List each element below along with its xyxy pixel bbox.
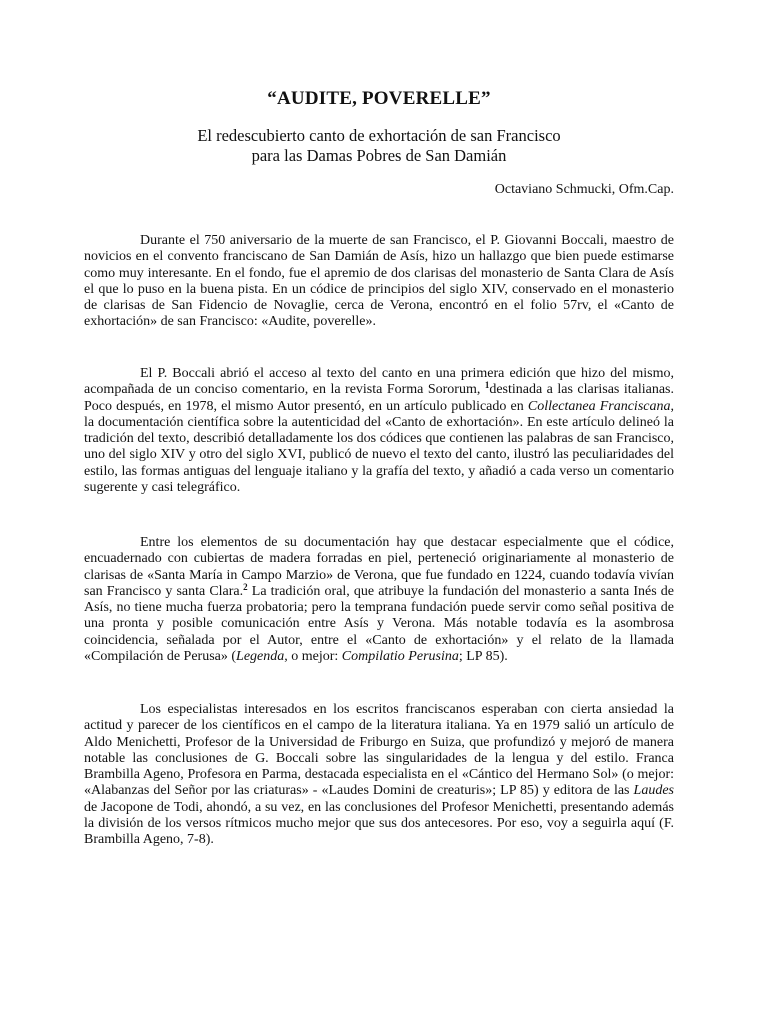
- paragraph-2-text-b: destinada a las clarisas italianas. Poco después, en 1978, el mismo Autor presentó, en un artículo publicado en: [84, 382, 674, 414]
- paragraph-2-text-c: , la documentación científica sobre la autenticidad del «Canto de exhortación». En este artículo delineó la tradición del texto, describió detalladamente los dos códices que contienen las palabras de san Francisco, uno del siglo XIV y otro del siglo XVI, publicó de nuevo el texto del canto, ilustró las peculiaridades del estilo, las formas antiguas del lenguaje italiano y la grafía del texto, y añadió a cada verso un comentario sugerente y casi telegráfico.: [84, 398, 674, 496]
- footnote-ref-2[interactable]: 2: [243, 581, 248, 592]
- paragraph-2: [84, 366, 674, 496]
- legenda-italic: Legenda: [236, 649, 285, 665]
- paragraph-4: [84, 702, 674, 849]
- paragraph-3-text-d: ; LP 85).: [458, 649, 508, 665]
- laudes-italic: Laudes: [633, 783, 674, 799]
- paragraph-3-text-a: Entre los elementos de su documentación hay que destacar especialmente que el códice, encuadernado con cubiertas de madera forradas en piel, perteneció originariamente al monasterio de clarisas de «Santa María in Campo Marzio» de Verona, que fue fundado en 1224, cuando todavía vivían san Francisco y santa Clara.: [84, 535, 674, 599]
- document-subtitle: [84, 126, 674, 166]
- paragraph-3: [84, 535, 674, 665]
- paragraph-4-text-a: Los especialistas interesados en los escritos franciscanos esperaban con cierta ansiedad la actitud y parecer de los científicos en el campo de la literatura italiana. Ya en 1979 salió un artículo de Aldo Menichetti, Profesor de la Universidad de Friburgo en Suiza, que profundizó y mejoró de manera notable las conclusiones de G. Boccali sobre las singularidades de la lengua y del estilo. Franca Brambilla Ageno, Profesora en Parma, destacada especialista en el «Cántico del Hermano Sol» (o mejor: «Alabanzas del Señor por las criaturas» - «Laudes Domini de creaturis»; LP 85) y editora de las: [84, 702, 674, 799]
- subtitle-line-2: para las Damas Pobres de San Damián: [251, 146, 507, 165]
- paragraph-3-text-c: , o mejor:: [284, 649, 342, 665]
- paragraph-4-text-b: de Jacopone de Todi, ahondó, a su vez, en las conclusiones del Profesor Menichetti, presentando además la división de los versos rítmicos mucho mejor que sus dos antecesores. Por eso, voy a seguirla aquí (F. Brambilla Ageno, 7-8).: [84, 799, 674, 848]
- compilatio-italic: Compilatio Perusina: [341, 649, 459, 665]
- subtitle-line-1: El redescubierto canto de exhortación de san Francisco: [197, 126, 561, 145]
- paragraph-1: Durante el 750 aniversario de la muerte de san Francisco, el P. Giovanni Boccali, maestro de novicios en el convento franciscano de San Damián de Asís, hizo un hallazgo que bien puede estimarse como muy interesante. En el fondo, fue el apremio de dos clarisas del monasterio de Santa Clara de Asís el que lo puso en la buena pista. En un códice de principios del siglo XIV, conservado en el monasterio de clarisas de San Fidencio de Novaglie, cerca de Verona, encontró en el folio 57rv, el «Canto de exhortación» de san Francisco: «Audite, poverelle».: [84, 233, 674, 330]
- author-name: Octaviano Schmucki, Ofm.Cap.: [494, 182, 674, 197]
- journal-title-italic: Collectanea Franciscana: [527, 398, 671, 414]
- footnote-ref-1[interactable]: 1: [484, 380, 490, 391]
- paragraph-3-text-b: La tradición oral, que atribuye la fundación del monasterio a santa Inés de Asís, no tiene mucha fuerza probatoria; pero la temprana fundación puede servir como señal positiva de una pronta y posible comunicación entre Asís y Verona. Más notable todavía es la asombrosa coincidencia, señalada por el Autor, entre el «Canto de exhortación» y el relato de la llamada «Compilación de Perusa» (: [84, 583, 674, 665]
- paragraph-2-text-a: El P. Boccali abrió el acceso al texto del canto en una primera edición que hizo del mismo, acompañada de un conciso comentario, en la revista Forma Sororum,: [84, 366, 674, 398]
- document-title: “AUDITE, POVERELLE”: [267, 88, 491, 109]
